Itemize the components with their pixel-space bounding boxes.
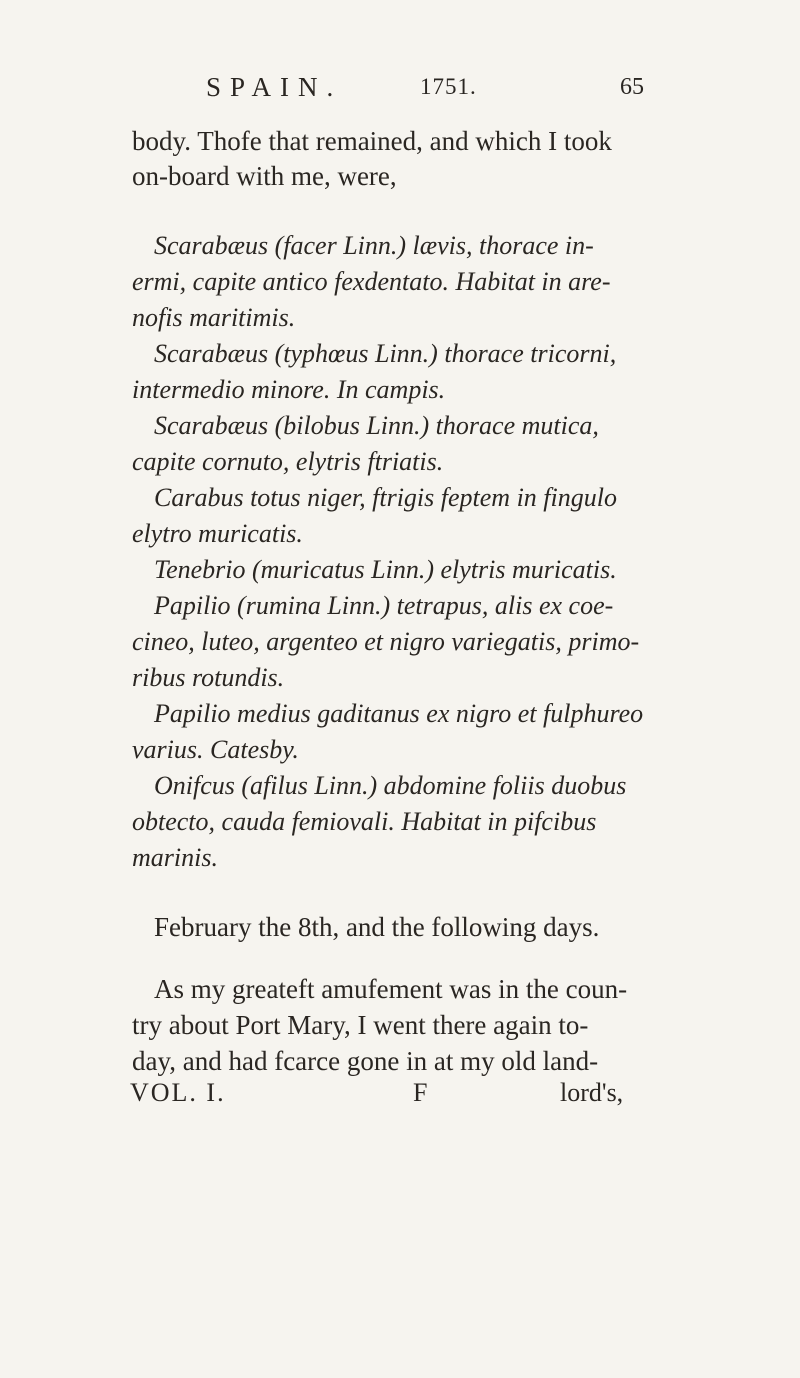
species-line: marinis. [132,843,218,872]
species-line: Tenebrio (muricatus Linn.) elytris muricatis. [154,555,617,584]
species-line: Papilio (rumina Linn.) tetrapus, alis ex coe- [154,591,614,620]
species-line: Papilio medius gaditanus ex nigro et fulphureo [154,699,644,728]
species-line: Carabus totus niger, ftrigis feptem in fingulo [154,483,617,512]
running-header [0,72,800,112]
species-line: ermi, capite antico fexdentato. Habitat in are- [132,267,611,296]
species-line: nofis maritimis. [132,303,296,332]
date-heading: February the 8th, and the following days. [154,912,600,942]
text-line: try about Port Mary, I went there again to- [132,1010,589,1040]
text-line: on-board with me, were, [132,161,397,191]
text-line: body. Thofe that remained, and which I took [132,126,612,156]
species-line: Scarabæus (typhœus Linn.) thorace tricorni, [154,339,617,368]
header-year: 1751. [420,74,477,99]
volume-label: VOL. I. [130,1078,226,1107]
text-line: day, and had fcarce gone in at my old land- [132,1046,599,1076]
species-line: cineo, luteo, argenteo et nigro variegatis, primo- [132,627,640,656]
species-line: Scarabæus (bilobus Linn.) thorace mutica, [154,411,599,440]
page-footer [0,1078,800,1118]
species-line: elytro muricatis. [132,519,303,548]
species-line: obtecto, cauda femiovali. Habitat in pifcibus [132,807,597,836]
species-line: Scarabæus (facer Linn.) lævis, thorace in- [154,231,594,260]
catchword: lord's, [560,1078,624,1107]
page-number: 65 [620,74,644,100]
species-line: varius. Catesby. [132,735,299,764]
species-line: capite cornuto, elytris ftriatis. [132,447,444,476]
species-line: Onifcus (afilus Linn.) abdomine foliis duobus [154,771,627,800]
species-line: ribus rotundis. [132,663,285,692]
running-title: SPAIN. [206,72,343,102]
signature-mark: F [413,1078,428,1107]
text-line: As my greateft amufement was in the coun- [154,974,628,1004]
species-line: intermedio minore. In campis. [132,375,446,404]
